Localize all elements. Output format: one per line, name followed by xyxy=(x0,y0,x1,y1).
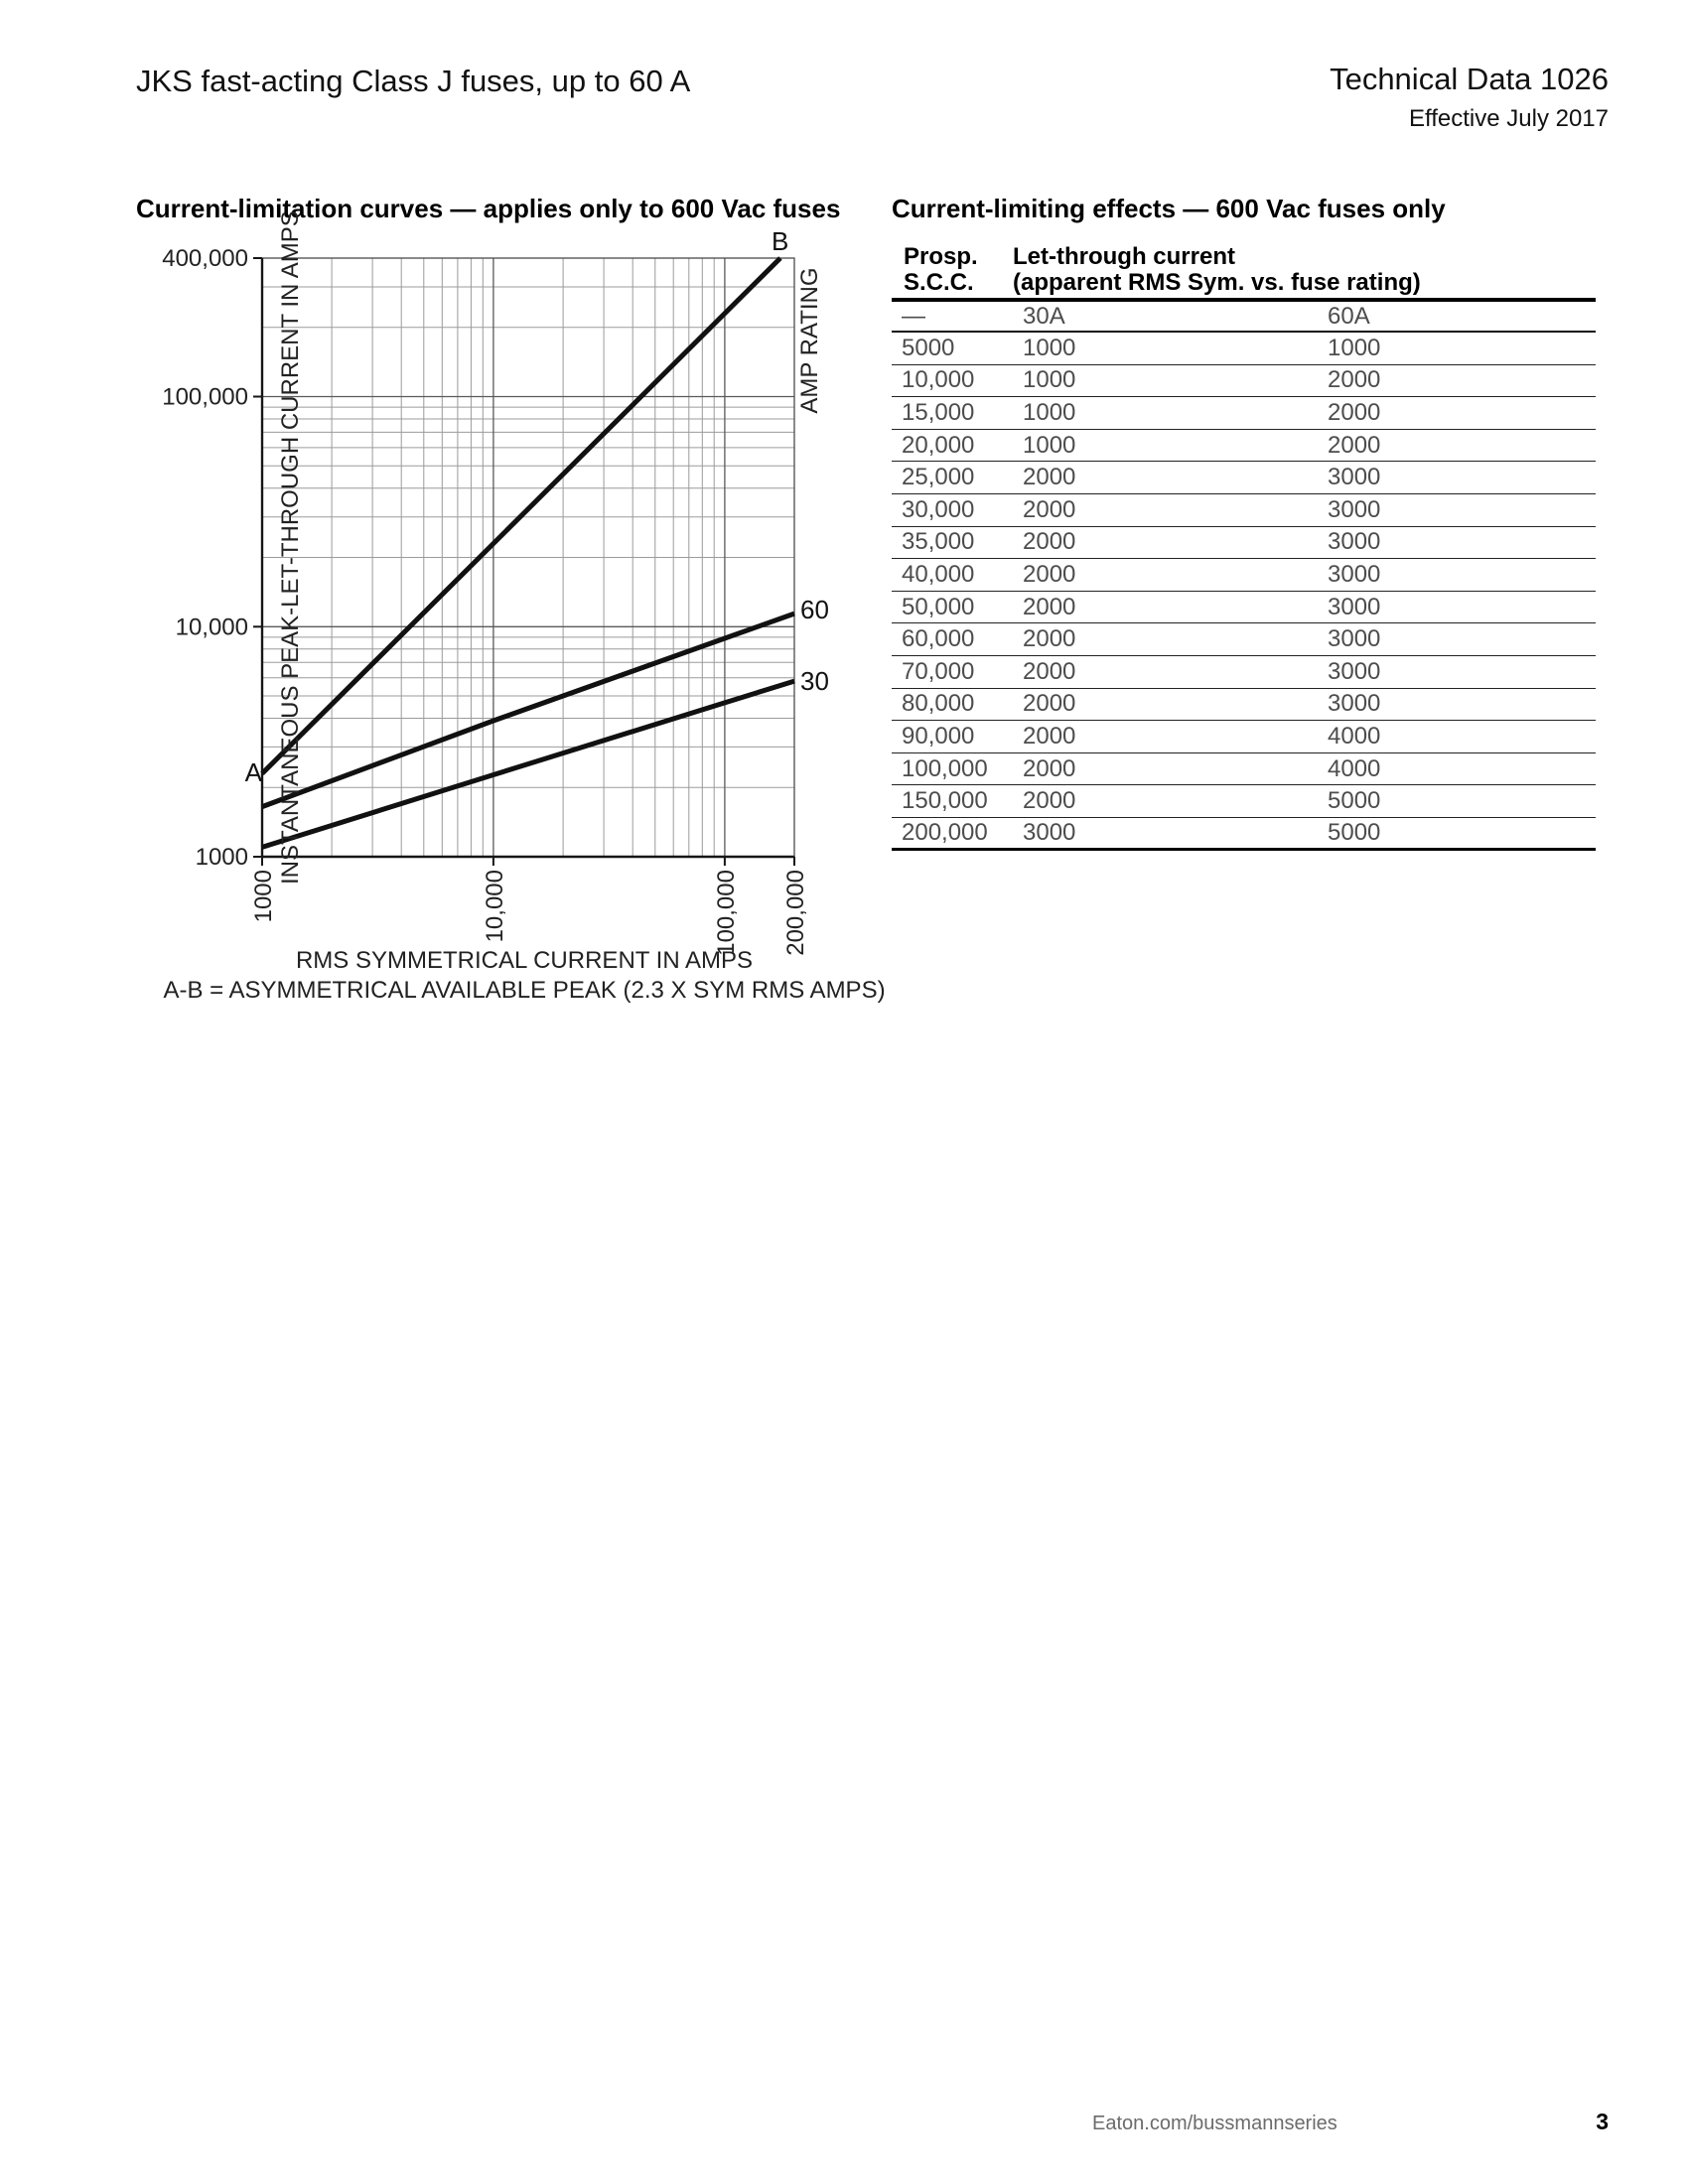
y-tick-label: 400,000 xyxy=(162,245,248,272)
point-b-label: B xyxy=(772,226,789,256)
table-cell: 3000 xyxy=(1328,528,1381,556)
table-body xyxy=(892,333,1596,851)
table-cell: 60,000 xyxy=(902,625,975,653)
header-apparent: (apparent RMS Sym. vs. fuse rating) xyxy=(1013,269,1421,296)
table-cell: 2000 xyxy=(1023,495,1076,523)
x-tick-label: 1000 xyxy=(250,870,277,923)
table-cell: 2000 xyxy=(1328,431,1381,459)
table-cell: 3000 xyxy=(1023,818,1076,846)
current-limitation-chart xyxy=(129,210,864,1021)
table-cell: 4000 xyxy=(1328,754,1381,782)
page-title: JKS fast-acting Class J fuses, up to 60 A xyxy=(136,64,691,98)
chart-section-title: Current-limitation curves — applies only to 600 Vac fuses xyxy=(136,194,841,223)
table-section-title: Current-limiting effects — 600 Vac fuses only xyxy=(892,194,1446,223)
table-cell: 1000 xyxy=(1023,431,1076,459)
table-row xyxy=(892,494,1596,527)
document-number: Technical Data 1026 xyxy=(1330,62,1609,96)
table-row xyxy=(892,689,1596,722)
table-row xyxy=(892,333,1596,365)
table-cell: 3000 xyxy=(1328,657,1381,685)
table-row xyxy=(892,592,1596,624)
x-tick-label: 10,000 xyxy=(481,870,508,943)
table-cell: 1000 xyxy=(1023,334,1076,361)
x-tick-label: 200,000 xyxy=(782,870,809,956)
table-cell: 3000 xyxy=(1328,593,1381,620)
subheader-30a: 30A xyxy=(1023,302,1065,330)
table-header-col2 xyxy=(1013,241,1596,298)
table-row xyxy=(892,818,1596,851)
y-tick-label: 1000 xyxy=(195,844,248,871)
table-header xyxy=(892,241,1596,302)
table-cell: 3000 xyxy=(1328,560,1381,588)
x-tick-label: 100,000 xyxy=(712,870,740,956)
table-header-col1 xyxy=(892,241,1013,298)
chart-canvas xyxy=(129,210,864,1021)
table-row xyxy=(892,462,1596,494)
table-row xyxy=(892,656,1596,689)
right-axis-label: AMP RATING xyxy=(796,267,823,414)
table-cell: 2000 xyxy=(1023,528,1076,556)
point-a-label: A xyxy=(244,757,262,787)
y-tick-label: 10,000 xyxy=(175,614,248,641)
curve-60a-label: 60 xyxy=(800,595,829,624)
table-row xyxy=(892,430,1596,463)
table-row xyxy=(892,527,1596,560)
table-cell: 80,000 xyxy=(902,690,975,718)
subheader-60a: 60A xyxy=(1328,302,1370,330)
table-cell: 2000 xyxy=(1328,366,1381,394)
table-cell: 100,000 xyxy=(902,754,988,782)
table-cell: 35,000 xyxy=(902,528,975,556)
table-cell: 2000 xyxy=(1023,625,1076,653)
table-cell: 1000 xyxy=(1328,334,1381,361)
table-row xyxy=(892,397,1596,430)
table-row xyxy=(892,623,1596,656)
table-row xyxy=(892,785,1596,818)
curve-30a-label: 30 xyxy=(800,666,829,696)
table-cell: 20,000 xyxy=(902,431,975,459)
table-cell: 30,000 xyxy=(902,495,975,523)
table-cell: 5000 xyxy=(1328,787,1381,815)
table-cell: 2000 xyxy=(1023,657,1076,685)
table-cell: 2000 xyxy=(1328,398,1381,426)
table-cell: 70,000 xyxy=(902,657,975,685)
table-cell: 5000 xyxy=(902,334,955,361)
table-cell: 3000 xyxy=(1328,690,1381,718)
table-cell: 2000 xyxy=(1023,787,1076,815)
table-cell: 2000 xyxy=(1023,690,1076,718)
table-cell: 1000 xyxy=(1023,366,1076,394)
header-scc: S.C.C. xyxy=(904,269,974,296)
table-cell: 90,000 xyxy=(902,722,975,750)
table-row xyxy=(892,559,1596,592)
table-row xyxy=(892,721,1596,753)
table-subheader xyxy=(892,302,1596,333)
table-cell: 3000 xyxy=(1328,625,1381,653)
table-cell: 4000 xyxy=(1328,722,1381,750)
table-row xyxy=(892,365,1596,398)
table-cell: 3000 xyxy=(1328,464,1381,491)
table-cell: 2000 xyxy=(1023,560,1076,588)
table-cell: 2000 xyxy=(1023,722,1076,750)
table-cell: 2000 xyxy=(1023,593,1076,620)
table-cell: 200,000 xyxy=(902,818,988,846)
table-cell: 25,000 xyxy=(902,464,975,491)
table-cell: 40,000 xyxy=(902,560,975,588)
table-cell: 150,000 xyxy=(902,787,988,815)
header-prosp: Prosp. xyxy=(904,243,978,270)
table-cell: 15,000 xyxy=(902,398,975,426)
y-axis-label: INSTANTANEOUS PEAK-LET-THROUGH CURRENT IN AMPS xyxy=(277,210,304,885)
table-cell: 1000 xyxy=(1023,398,1076,426)
table-row xyxy=(892,753,1596,786)
table-cell: 3000 xyxy=(1328,495,1381,523)
table-cell: 5000 xyxy=(1328,818,1381,846)
y-tick-label: 100,000 xyxy=(162,383,248,411)
subheader-dash: — xyxy=(902,302,925,330)
table-cell: 2000 xyxy=(1023,754,1076,782)
effective-date: Effective July 2017 xyxy=(1408,105,1609,132)
table-cell: 50,000 xyxy=(902,593,975,620)
x-axis-label: RMS SYMMETRICAL CURRENT IN AMPS xyxy=(295,947,754,974)
table-cell: 2000 xyxy=(1023,464,1076,491)
page-number: 3 xyxy=(1596,2109,1609,2134)
header-letthrough: Let-through current xyxy=(1013,243,1235,270)
table-cell: 10,000 xyxy=(902,366,975,394)
current-limiting-table xyxy=(892,241,1596,851)
ab-line-caption: A-B = ASYMMETRICAL AVAILABLE PEAK (2.3 X SYM RMS AMPS) xyxy=(163,977,886,1004)
footer-website: Eaton.com/bussmannseries xyxy=(1092,2113,1337,2134)
